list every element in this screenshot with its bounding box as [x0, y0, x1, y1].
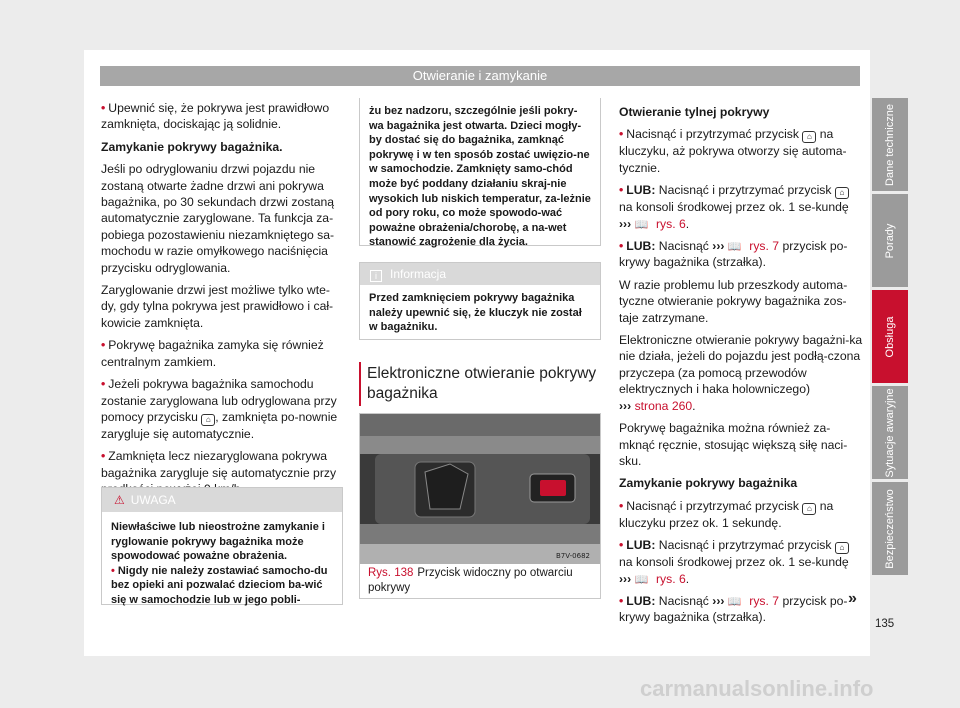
bullet-item: • LUB: Nacisnąć ››› 📖 rys. 7 przycisk po-krywy bagażnika (strzałka).	[619, 593, 848, 625]
page-number: 135	[875, 618, 895, 630]
tab-sytuacje-awaryjne[interactable]: Sytuacje awaryjne	[872, 386, 908, 479]
column-1	[101, 100, 343, 504]
warning-box	[101, 487, 343, 605]
watermark: carmanualsonline.info	[640, 676, 874, 701]
section-title: Elektroniczne otwieranie pokrywy bagażnika	[367, 365, 597, 402]
column-3	[619, 100, 863, 632]
trunk-key-icon: ⌂	[835, 542, 849, 554]
trunk-key-icon: ⌂	[802, 131, 816, 143]
paragraph: Zaryglowanie drzwi jest możliwe tylko wte-dy, gdy tylna pokrywa jest prawidłowo i cał-kowicie zamknięta.	[101, 283, 334, 330]
trunk-key-icon: ⌂	[835, 187, 849, 199]
subheading: Otwieranie tylnej pokrywy	[619, 105, 770, 119]
warning-icon: ⚠	[114, 493, 125, 507]
tab-dane-techniczne[interactable]: Dane techniczne	[872, 98, 908, 191]
tab-obsluga[interactable]: Obsługa	[872, 290, 908, 383]
page-link[interactable]: strona 260	[634, 398, 693, 413]
figure-link[interactable]: rys. 7	[749, 593, 780, 608]
info-icon: i	[370, 270, 382, 282]
section-accent-bar	[359, 362, 361, 406]
continued-marker: »	[848, 590, 857, 607]
chapter-tabs	[872, 98, 908, 578]
paragraph: Pokrywę bagażnika można również za-mknąć ręcznie, stosując większą siłę naci-sku.	[619, 421, 848, 468]
warning-header: ⚠ UWAGA	[102, 488, 342, 512]
paragraph: Elektroniczne otwieranie pokrywy bagażni-ka nie działa, jeżeli do pojazdu jest podłą-czona przyczepa (za pomocą przewodów elektrycznych i haka holowniczego) ››› strona 260.	[619, 333, 863, 413]
tab-bezpieczenstwo[interactable]: Bezpieczeństwo	[872, 482, 908, 575]
subheading: Zamykanie pokrywy bagażnika	[619, 476, 798, 491]
paragraph: Jeśli po odryglowaniu drzwi pojazdu nie zostaną otwarte żadne drzwi ani pokrywa bagażnika, po 30 sekundach drzwi zostaną automatycznie zaryglowane. Ta funkcja za-pobiega pozostawieniu niezamkniętego sa-mochodu w razie omyłkowego naciśnięcia przycisku odryglowania.	[101, 162, 335, 275]
book-icon: 📖	[727, 595, 742, 608]
paragraph: W razie problemu lub przeszkody automa-tyczne otwieranie pokrywy bagażnika zos-taje zatrzymane.	[619, 277, 848, 325]
trunk-key-icon: ⌂	[201, 414, 215, 426]
info-header: i Informacja	[360, 263, 600, 285]
page-header: Otwieranie i zamykanie	[100, 66, 860, 86]
book-icon: 📖	[634, 218, 649, 231]
info-box	[359, 262, 601, 340]
trunk-key-icon: ⌂	[802, 503, 816, 515]
bullet-item: • Zamknięta lecz niezaryglowana pokrywa bagażnika zarygluje się automatycznie przy	[101, 449, 337, 480]
info-body: Przed zamknięciem pokrywy bagażnika należy upewnić się, że kluczyk nie został w bagażniku.	[369, 292, 582, 334]
trunk-button-illustration	[360, 414, 600, 564]
book-icon: 📖	[727, 241, 742, 254]
figure-link[interactable]: rys. 7	[749, 239, 780, 254]
bullet-item: • Upewnić się, że pokrywa jest prawidłowo zamknięta, dociskając ją solidnie.	[101, 101, 330, 132]
bullet-item: • Nacisnąć i przytrzymać przycisk ⌂ na kluczyku, aż pokrywa otworzy się automa-tycznie.	[619, 127, 847, 175]
subheading: Zamykanie pokrywy bagażnika.	[101, 139, 283, 154]
figure-link[interactable]: rys. 6	[655, 216, 686, 231]
bullet-item: • LUB: Nacisnąć ››› 📖 rys. 7 przycisk po-krywy bagażnika (strzałka).	[619, 239, 848, 270]
bullet-item: • Pokrywę bagażnika zamyka się również centralnym zamkiem.	[101, 338, 324, 369]
figure-caption: Rys. 138 Przycisk widoczny po otwarciu pokrywy	[368, 567, 573, 594]
bullet-item: • Jeżeli pokrywa bagażnika samochodu zostanie zaryglowana lub odryglowana przy pomocy przycisku ⌂ , zamknięta po-nownie zarygluje się automatycznie.	[101, 377, 338, 441]
bullet-item: • Nacisnąć i przytrzymać przycisk ⌂ na kluczyku przez ok. 1 sekundę.	[619, 498, 834, 530]
warning-body: Niewłaściwe lub nieostrożne zamykanie i ryglowanie pokrywy bagażnika może spowodować poważne obrażenia. • Nigdy nie należy zostawiać samocho-du bez opieki ani pozwalać dzieciom ba-wić się w samochodzie lub w jego pobli-	[111, 521, 328, 606]
bullet-item: • LUB: Nacisnąć i przytrzymać przycisk ⌂ na konsoli środkowej przez ok. 1 se-kundę ››› 📖 rys. 6.	[619, 183, 849, 231]
book-icon: 📖	[634, 573, 649, 586]
figure-code: B7V-0682	[556, 552, 590, 560]
figure-link[interactable]: rys. 6	[655, 571, 686, 586]
warning-continued: żu bez nadzoru, szczególnie jeśli pokry-wa bagażnika jest otwarta. Dzieci mogły-by dostać się do bagażnika, zamknąć pokrywę i w ten sposób zostać uwięzio-ne w samochodzie. Zamknięty samo-chód może być poddany działaniu skraj-nie wysokich lub niskich temperatur, za-leżnie od pory roku, co może spowodo-wać poważne obrażenia/chorobę, a na-wet stanowić zagrożenie dla życia.	[359, 98, 601, 246]
tab-porady[interactable]: Porady	[872, 194, 908, 287]
bullet-item: • LUB: Nacisnąć i przytrzymać przycisk ⌂ na konsoli środkowej przez ok. 1 se-kundę ››› 📖 rys. 6.	[619, 538, 849, 586]
